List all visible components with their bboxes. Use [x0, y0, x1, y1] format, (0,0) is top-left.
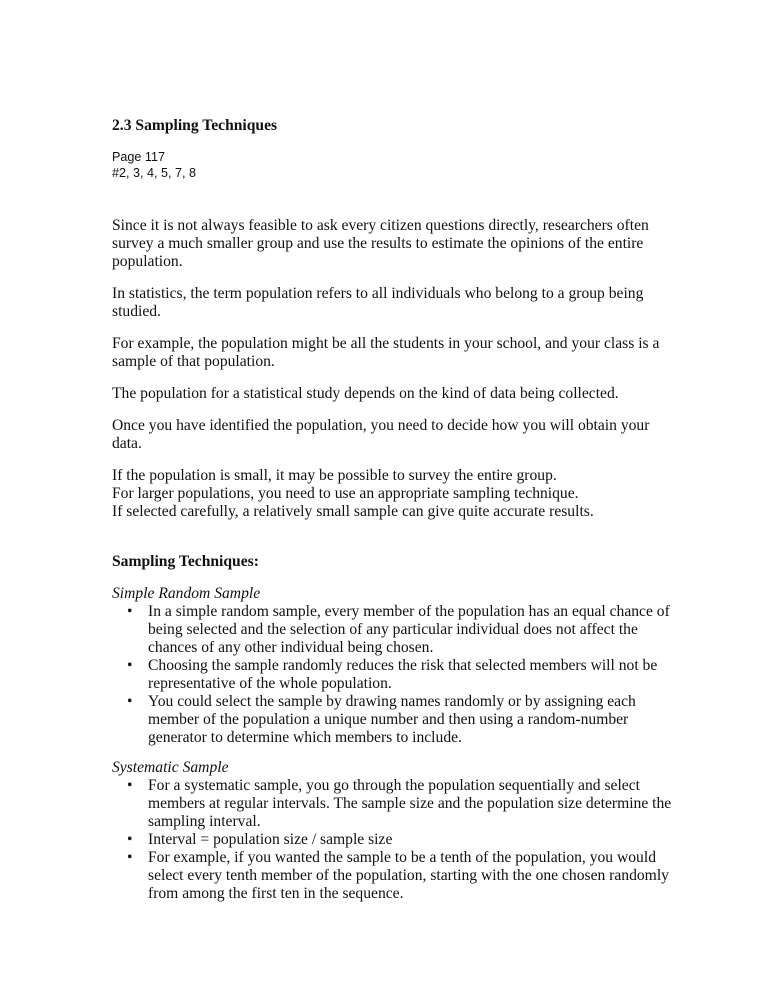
technique-bullets — [112, 603, 672, 747]
technique-name: Systematic Sample — [112, 759, 229, 776]
page-reference: Page 117 — [112, 150, 165, 164]
list-item: • You could select the sample by drawing names randomly or by assigning each member of the population a unique number and then using a random-number generator to determine which members to include. — [127, 693, 636, 746]
spacer — [112, 535, 672, 553]
technique-bullets — [112, 777, 672, 903]
intro-paragraph: The population for a statistical study depends on the kind of data being collected. — [112, 385, 619, 402]
list-item: • For a systematic sample, you go through the population sequentially and select members at regular intervals. The sample size and the population size determine the sampling interval. — [127, 777, 672, 830]
bullet-icon: • — [127, 693, 133, 710]
document-page — [112, 117, 672, 915]
intro-paragraph: For example, the population might be all the students in your school, and your class is a sample of that population. — [112, 335, 660, 370]
list-item: • Interval = population size / sample size — [127, 831, 393, 848]
bullet-icon: • — [127, 777, 133, 794]
note-line: If selected carefully, a relatively small sample can give quite accurate results. — [112, 503, 594, 520]
spacer — [112, 199, 672, 217]
technique-name: Simple Random Sample — [112, 585, 261, 602]
intro-paragraph: Since it is not always feasible to ask every citizen questions directly, researchers often survey a much smaller group and use the results to estimate the opinions of the entire population. — [112, 217, 649, 270]
intro-paragraph: Once you have identified the population, you need to decide how you will obtain your data. — [112, 417, 650, 452]
list-item: • Choosing the sample randomly reduces the risk that selected members will not be representative of the whole population. — [127, 657, 658, 692]
note-line: If the population is small, it may be possible to survey the entire group. — [112, 467, 557, 484]
note-line: For larger populations, you need to use an appropriate sampling technique. — [112, 485, 579, 502]
exercise-list: #2, 3, 4, 5, 7, 8 — [112, 166, 197, 180]
list-item: • In a simple random sample, every member of the population has an equal chance of being selected and the selection of any particular individual does not affect the chances of any other individual being chosen. — [127, 603, 670, 656]
bullet-icon: • — [127, 657, 133, 674]
intro-paragraph: In statistics, the term population refers to all individuals who belong to a group being studied. — [112, 285, 644, 320]
bullet-icon: • — [127, 603, 133, 620]
bullet-icon: • — [127, 849, 133, 866]
section-heading: Sampling Techniques: — [112, 553, 259, 570]
list-item: • For example, if you wanted the sample to be a tenth of the population, you would select every tenth member of the population, starting with the one chosen randomly from among the first ten in the sequence. — [127, 849, 669, 902]
bullet-icon: • — [127, 831, 133, 848]
document-title: 2.3 Sampling Techniques — [112, 117, 278, 134]
population-size-notes — [112, 467, 672, 521]
